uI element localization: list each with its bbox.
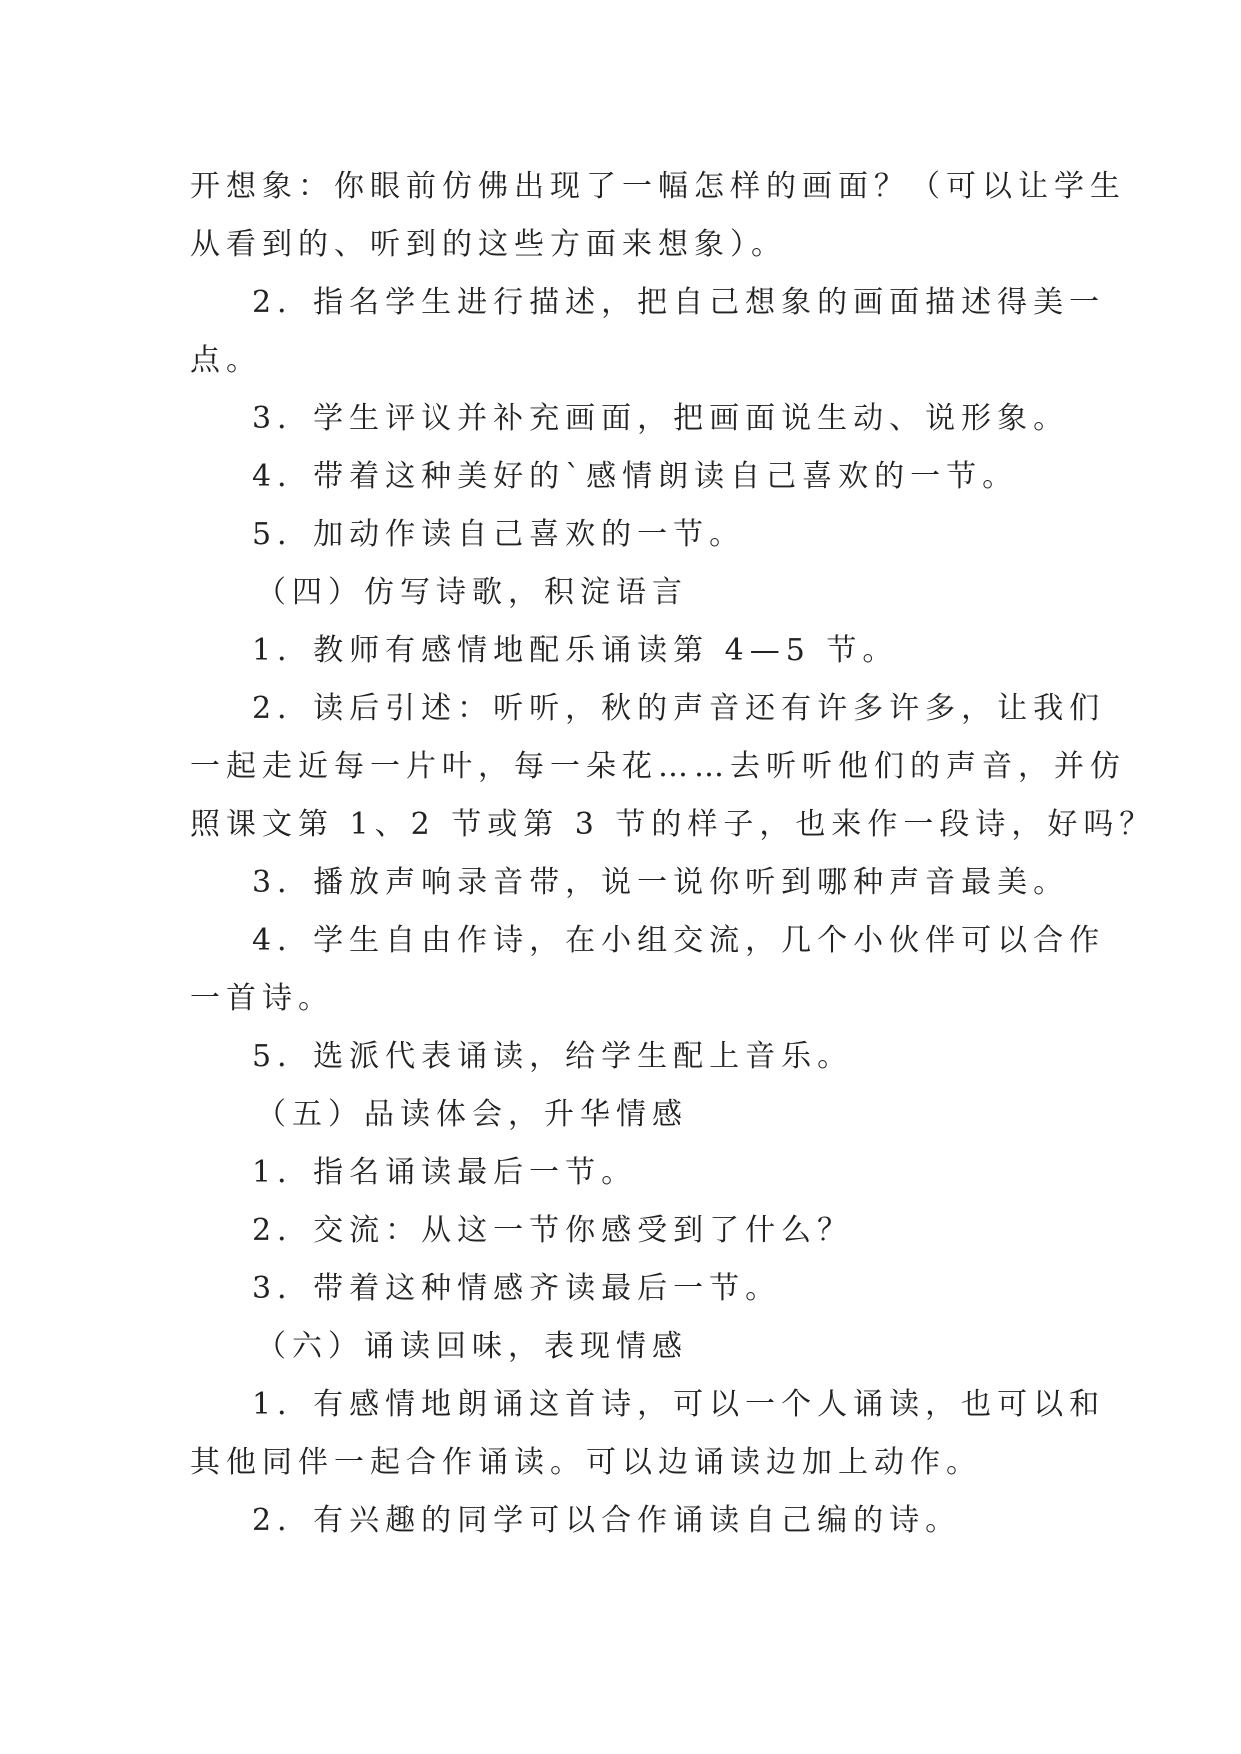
- list-item-6-1: 1．有感情地朗诵这首诗，可以一个人诵读，也可以和: [252, 1387, 1106, 1422]
- list-item-4-3: 3．播放声响录音带，说一说你听到哪种声音最美。: [252, 865, 1070, 900]
- section-heading-5: （五）品读体会，升华情感: [256, 1097, 688, 1132]
- list-item-3: 3．学生评议并补充画面，把画面说生动、说形象。: [252, 401, 1070, 436]
- text-line-15: 一首诗。: [190, 981, 334, 1016]
- section-heading-6: （六）诵读回味，表现情感: [256, 1329, 688, 1364]
- list-item-6-2: 2．有兴趣的同学可以合作诵读自己编的诗。: [252, 1503, 962, 1538]
- text-line-2: 从看到的、听到的这些方面来想象）。: [190, 227, 787, 262]
- list-item-5: 5．加动作读自己喜欢的一节。: [252, 517, 746, 552]
- list-item-4-1: 1．教师有感情地配乐诵读第 4—5 节。: [252, 633, 899, 668]
- text-line-4: 点。: [190, 343, 262, 378]
- text-line-12: 照课文第 1、2 节或第 3 节的样子，也来作一段诗，好吗？: [190, 807, 1156, 842]
- list-item-4-4: 4．学生自由作诗，在小组交流，几个小伙伴可以合作: [252, 923, 1106, 958]
- section-heading-4: （四）仿写诗歌，积淀语言: [256, 575, 688, 610]
- text-line-23: 其他同伴一起合作诵读。可以边诵读边加上动作。: [190, 1445, 982, 1480]
- list-item-5-1: 1．指名诵读最后一节。: [252, 1155, 638, 1190]
- list-item-5-2: 2．交流：从这一节你感受到了什么？: [252, 1213, 854, 1248]
- list-item-4: 4．带着这种美好的`感情朗读自己喜欢的一节。: [252, 459, 1019, 494]
- text-line-1: 开想象：你眼前仿佛出现了一幅怎样的画面？（可以让学生: [190, 169, 1126, 204]
- list-item-5-3: 3．带着这种情感齐读最后一节。: [252, 1271, 782, 1306]
- document-body: [190, 158, 1156, 1550]
- list-item-4-5: 5．选派代表诵读，给学生配上音乐。: [252, 1039, 854, 1074]
- text-line-11: 一起走近每一片叶，每一朵花……去听听他们的声音，并仿: [190, 749, 1126, 784]
- list-item-2: 2．指名学生进行描述，把自己想象的画面描述得美一: [252, 285, 1106, 320]
- list-item-4-2: 2．读后引述：听听，秋的声音还有许多许多，让我们: [252, 691, 1106, 726]
